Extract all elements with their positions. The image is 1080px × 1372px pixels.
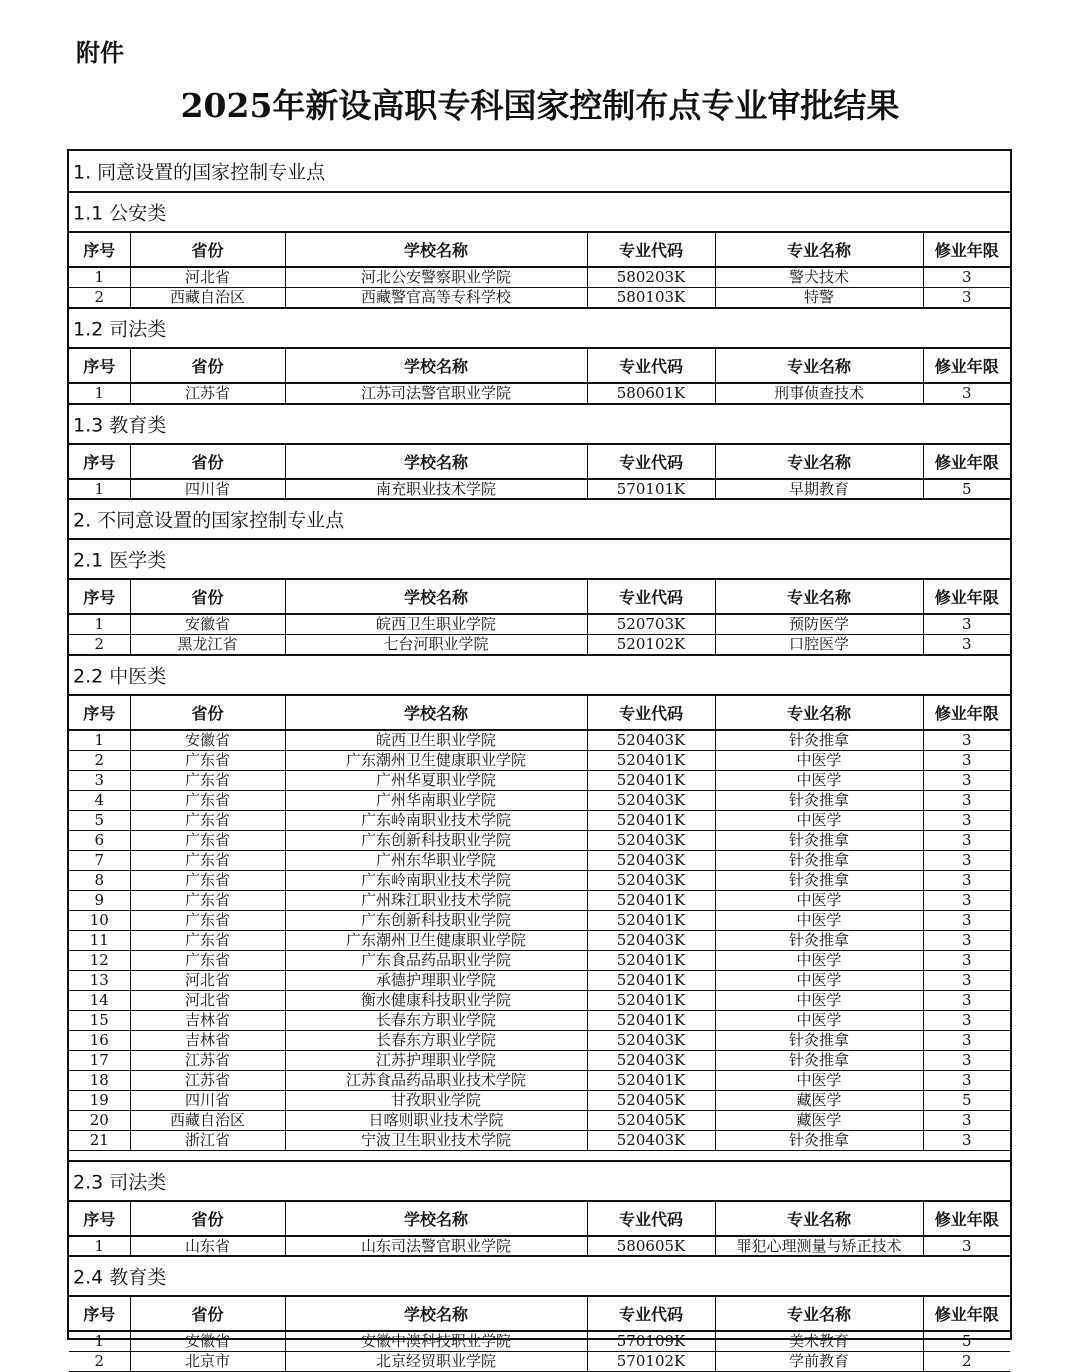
table-cell: 江苏省: [130, 1071, 285, 1091]
table-cell: 广州华夏职业学院: [285, 771, 587, 791]
table-cell: 针灸推拿: [715, 1031, 923, 1051]
table-cell: 3: [923, 1031, 1010, 1051]
section-heading: [69, 307, 1010, 347]
table-cell: 1: [69, 383, 130, 404]
column-header: 省份: [130, 444, 285, 479]
column-header: 省份: [130, 232, 285, 267]
column-header: 修业年限: [923, 1201, 1010, 1236]
table-header-row: [69, 695, 1010, 730]
table-cell: 江苏省: [130, 383, 285, 404]
table-cell: 3: [923, 635, 1010, 655]
table-cell: 3: [923, 1071, 1010, 1091]
table-cell: 吉林省: [130, 1011, 285, 1031]
column-header: 学校名称: [285, 348, 587, 383]
table-row: [69, 1031, 1010, 1051]
column-header: 专业名称: [715, 579, 923, 614]
table-cell: 中医学: [715, 891, 923, 911]
section-heading-text: 1. 同意设置的国家控制专业点: [73, 161, 326, 184]
column-header: 学校名称: [285, 232, 587, 267]
table-cell: 3: [923, 971, 1010, 991]
table-header-row: [69, 1201, 1010, 1236]
section-heading: [69, 654, 1010, 694]
table-cell: 17: [69, 1051, 130, 1071]
table-cell: 针灸推拿: [715, 730, 923, 751]
table-cell: 针灸推拿: [715, 791, 923, 811]
table-cell: 16: [69, 1031, 130, 1051]
table-row: [69, 730, 1010, 751]
table-cell: 中医学: [715, 751, 923, 771]
table-cell: 8: [69, 871, 130, 891]
table-row: [69, 931, 1010, 951]
column-header: 专业代码: [587, 579, 715, 614]
table-row: [69, 1236, 1010, 1257]
table-cell: 安徽省: [130, 614, 285, 635]
table-cell: 广东省: [130, 911, 285, 931]
column-header: 省份: [130, 348, 285, 383]
table-cell: 长春东方职业学院: [285, 1011, 587, 1031]
table-cell: 山东司法警官职业学院: [285, 1236, 587, 1257]
table-cell: 3: [923, 1131, 1010, 1151]
table-cell: 吉林省: [130, 1031, 285, 1051]
column-header: 学校名称: [285, 579, 587, 614]
column-header: 专业名称: [715, 348, 923, 383]
table-cell: 广东食品药品职业学院: [285, 951, 587, 971]
table-cell: 3: [923, 851, 1010, 871]
table-cell: 广东创新科技职业学院: [285, 831, 587, 851]
section-heading-text: 2.1 医学类: [73, 549, 167, 572]
table-row: [69, 791, 1010, 811]
table-row: [69, 614, 1010, 635]
table-cell: 21: [69, 1131, 130, 1151]
table-cell: 中医学: [715, 911, 923, 931]
section-heading: [69, 498, 1010, 538]
table-cell: 520403K: [587, 831, 715, 851]
table-cell: 针灸推拿: [715, 831, 923, 851]
table-cell: 2: [69, 635, 130, 655]
column-header: 学校名称: [285, 444, 587, 479]
table-cell: 520403K: [587, 730, 715, 751]
table-cell: 针灸推拿: [715, 1051, 923, 1071]
table-cell: 皖西卫生职业学院: [285, 730, 587, 751]
table-row: [69, 811, 1010, 831]
table-row: [69, 1071, 1010, 1091]
table-cell: 针灸推拿: [715, 851, 923, 871]
table-cell: 520403K: [587, 931, 715, 951]
table-cell: 江苏食品药品职业技术学院: [285, 1071, 587, 1091]
table-cell: 3: [923, 1111, 1010, 1131]
section-heading: [69, 403, 1010, 443]
table-cell: 广东省: [130, 831, 285, 851]
table-cell: 5: [923, 479, 1010, 500]
table-cell: 预防医学: [715, 614, 923, 635]
table-cell: 中医学: [715, 951, 923, 971]
table-row: [69, 891, 1010, 911]
table-cell: 520403K: [587, 791, 715, 811]
table-cell: 河北省: [130, 971, 285, 991]
table-cell: 四川省: [130, 1091, 285, 1111]
results-table: [69, 694, 1010, 1151]
table-cell: 1: [69, 479, 130, 500]
table-cell: 河北公安警察职业学院: [285, 267, 587, 288]
table-cell: 广东省: [130, 751, 285, 771]
table-row: [69, 1131, 1010, 1151]
table-cell: 甘孜职业学院: [285, 1091, 587, 1111]
column-header: 修业年限: [923, 579, 1010, 614]
table-cell: 广州华南职业学院: [285, 791, 587, 811]
table-cell: 520401K: [587, 911, 715, 931]
table-row: [69, 911, 1010, 931]
table-row: [69, 383, 1010, 404]
table-row: [69, 831, 1010, 851]
table-cell: 广东潮州卫生健康职业学院: [285, 931, 587, 951]
table-cell: 浙江省: [130, 1131, 285, 1151]
table-row: [69, 1051, 1010, 1071]
table-cell: 河北省: [130, 991, 285, 1011]
section-heading-text: 1.3 教育类: [73, 414, 167, 436]
table-row: [69, 991, 1010, 1011]
column-header: 省份: [130, 1296, 285, 1331]
section-heading: [69, 1160, 1010, 1200]
table-cell: 520102K: [587, 635, 715, 655]
section-heading: [69, 1255, 1010, 1295]
table-cell: 广东岭南职业技术学院: [285, 871, 587, 891]
column-header: 序号: [69, 579, 130, 614]
table-cell: 2: [69, 1352, 130, 1372]
table-cell: 3: [923, 1236, 1010, 1257]
table-cell: 520401K: [587, 1071, 715, 1091]
table-cell: 2: [69, 751, 130, 771]
column-header: 省份: [130, 1201, 285, 1236]
table-cell: 广东省: [130, 791, 285, 811]
table-header-row: [69, 579, 1010, 614]
table-cell: 3: [923, 811, 1010, 831]
table-row: [69, 288, 1010, 308]
section-heading: [69, 151, 1010, 191]
table-cell: 口腔医学: [715, 635, 923, 655]
results-table: [69, 1200, 1010, 1257]
table-row: [69, 851, 1010, 871]
column-header: 专业名称: [715, 232, 923, 267]
table-row: [69, 635, 1010, 655]
column-header: 专业代码: [587, 348, 715, 383]
table-row: [69, 1111, 1010, 1131]
results-table: [69, 578, 1010, 655]
section-heading-text: 2.3 司法类: [73, 1171, 167, 1193]
table-cell: 安徽省: [130, 1331, 285, 1352]
table-cell: 580203K: [587, 267, 715, 288]
table-cell: 广东潮州卫生健康职业学院: [285, 751, 587, 771]
table-cell: 黑龙江省: [130, 635, 285, 655]
table-cell: 3: [923, 911, 1010, 931]
section-heading: [69, 538, 1010, 578]
column-header: 专业名称: [715, 695, 923, 730]
table-cell: 9: [69, 891, 130, 911]
table-cell: 藏医学: [715, 1111, 923, 1131]
table-cell: 七台河职业学院: [285, 635, 587, 655]
table-cell: 3: [923, 730, 1010, 751]
table-cell: 西藏自治区: [130, 1111, 285, 1131]
table-header-row: [69, 1296, 1010, 1331]
table-row: [69, 1352, 1010, 1372]
table-cell: 520401K: [587, 991, 715, 1011]
results-table: [69, 443, 1010, 500]
table-cell: 长春东方职业学院: [285, 1031, 587, 1051]
table-cell: 520401K: [587, 971, 715, 991]
table-cell: 520401K: [587, 951, 715, 971]
column-header: 专业代码: [587, 1296, 715, 1331]
table-cell: 江苏省: [130, 1051, 285, 1071]
column-header: 序号: [69, 348, 130, 383]
table-cell: 中医学: [715, 771, 923, 791]
attachment-label: 附件: [76, 39, 124, 67]
table-cell: 江苏护理职业学院: [285, 1051, 587, 1071]
column-header: 修业年限: [923, 232, 1010, 267]
table-cell: 日喀则职业技术学院: [285, 1111, 587, 1131]
table-cell: 5: [923, 1091, 1010, 1111]
table-cell: 安徽省: [130, 730, 285, 751]
table-cell: 针灸推拿: [715, 931, 923, 951]
table-cell: 广东省: [130, 771, 285, 791]
table-cell: 皖西卫生职业学院: [285, 614, 587, 635]
table-cell: 580103K: [587, 288, 715, 308]
table-cell: 3: [923, 267, 1010, 288]
table-cell: 3: [923, 751, 1010, 771]
table-cell: 520401K: [587, 1011, 715, 1031]
table-cell: 3: [923, 871, 1010, 891]
column-header: 序号: [69, 1296, 130, 1331]
table-cell: 570101K: [587, 479, 715, 500]
table-cell: 520405K: [587, 1091, 715, 1111]
results-table: [69, 231, 1010, 308]
table-cell: 广州珠江职业技术学院: [285, 891, 587, 911]
column-header: 序号: [69, 444, 130, 479]
table-cell: 4: [69, 791, 130, 811]
table-cell: 520405K: [587, 1111, 715, 1131]
table-cell: 3: [923, 791, 1010, 811]
table-cell: 580605K: [587, 1236, 715, 1257]
column-header: 修业年限: [923, 348, 1010, 383]
table-cell: 520401K: [587, 751, 715, 771]
table-cell: 3: [923, 951, 1010, 971]
section-heading-text: 1.1 公安类: [73, 202, 167, 225]
table-cell: 5: [923, 1331, 1010, 1352]
table-row: [69, 971, 1010, 991]
table-header-row: [69, 348, 1010, 383]
table-cell: 3: [923, 931, 1010, 951]
table-row: [69, 1011, 1010, 1031]
table-cell: 2: [69, 288, 130, 308]
column-header: 序号: [69, 1201, 130, 1236]
column-header: 专业代码: [587, 1201, 715, 1236]
table-cell: 520403K: [587, 871, 715, 891]
column-header: 专业代码: [587, 232, 715, 267]
table-cell: 中医学: [715, 1071, 923, 1091]
table-cell: 520403K: [587, 851, 715, 871]
table-cell: 中医学: [715, 1011, 923, 1031]
table-row: [69, 267, 1010, 288]
table-cell: 520403K: [587, 1051, 715, 1071]
table-row: [69, 771, 1010, 791]
table-cell: 江苏司法警官职业学院: [285, 383, 587, 404]
table-cell: 广东创新科技职业学院: [285, 911, 587, 931]
table-cell: 1: [69, 1331, 130, 1352]
table-cell: 警犬技术: [715, 267, 923, 288]
table-cell: 15: [69, 1011, 130, 1031]
table-cell: 19: [69, 1091, 130, 1111]
table-cell: 美术教育: [715, 1331, 923, 1352]
column-header: 专业代码: [587, 695, 715, 730]
table-cell: 580601K: [587, 383, 715, 404]
section-heading-text: 2.4 教育类: [73, 1266, 167, 1289]
table-cell: 早期教育: [715, 479, 923, 500]
table-cell: 5: [69, 811, 130, 831]
table-cell: 3: [69, 771, 130, 791]
table-cell: 广东省: [130, 951, 285, 971]
document-title: 2025年新设高职专科国家控制布点专业审批结果: [180, 86, 900, 125]
table-row: [69, 479, 1010, 500]
table-cell: 罪犯心理测量与矫正技术: [715, 1236, 923, 1257]
table-cell: 20: [69, 1111, 130, 1131]
table-cell: 520401K: [587, 811, 715, 831]
table-cell: 西藏警官高等专科学校: [285, 288, 587, 308]
table-cell: 520401K: [587, 891, 715, 911]
column-header: 省份: [130, 695, 285, 730]
table-cell: 3: [923, 1011, 1010, 1031]
table-cell: 3: [923, 891, 1010, 911]
table-cell: 520401K: [587, 771, 715, 791]
column-header: 省份: [130, 579, 285, 614]
column-header: 专业代码: [587, 444, 715, 479]
table-cell: 刑事侦查技术: [715, 383, 923, 404]
column-header: 学校名称: [285, 1201, 587, 1236]
table-cell: 520403K: [587, 1031, 715, 1051]
table-cell: 广东省: [130, 851, 285, 871]
table-cell: 特警: [715, 288, 923, 308]
table-cell: 中医学: [715, 971, 923, 991]
column-header: 学校名称: [285, 1296, 587, 1331]
table-cell: 13: [69, 971, 130, 991]
table-cell: 12: [69, 951, 130, 971]
table-cell: 3: [923, 383, 1010, 404]
table-cell: 广州东华职业学院: [285, 851, 587, 871]
table-cell: 广东省: [130, 871, 285, 891]
table-row: [69, 871, 1010, 891]
table-cell: 570102K: [587, 1352, 715, 1372]
table-cell: 衡水健康科技职业学院: [285, 991, 587, 1011]
table-cell: 四川省: [130, 479, 285, 500]
table-cell: 广东省: [130, 811, 285, 831]
column-header: 序号: [69, 232, 130, 267]
table-cell: 3: [923, 1051, 1010, 1071]
table-row: [69, 951, 1010, 971]
table-cell: 广东岭南职业技术学院: [285, 811, 587, 831]
table-cell: 6: [69, 831, 130, 851]
section-heading-text: 2.2 中医类: [73, 665, 167, 688]
table-cell: 14: [69, 991, 130, 1011]
table-cell: 2: [923, 1352, 1010, 1372]
table-cell: 570109K: [587, 1331, 715, 1352]
table-cell: 3: [923, 288, 1010, 308]
table-cell: 学前教育: [715, 1352, 923, 1372]
table-cell: 安徽中澳科技职业学院: [285, 1331, 587, 1352]
table-cell: 中医学: [715, 811, 923, 831]
table-cell: 中医学: [715, 991, 923, 1011]
table-cell: 3: [923, 771, 1010, 791]
table-cell: 3: [923, 614, 1010, 635]
table-cell: 18: [69, 1071, 130, 1091]
table-cell: 1: [69, 267, 130, 288]
table-cell: 520403K: [587, 1131, 715, 1151]
table-cell: 山东省: [130, 1236, 285, 1257]
approval-results-document: [67, 149, 1012, 1370]
section-heading-text: 1.2 司法类: [73, 318, 167, 341]
table-cell: 1: [69, 1236, 130, 1257]
column-header: 专业名称: [715, 1296, 923, 1331]
table-header-row: [69, 444, 1010, 479]
column-header: 专业名称: [715, 1201, 923, 1236]
table-cell: 1: [69, 614, 130, 635]
table-cell: 北京经贸职业学院: [285, 1352, 587, 1372]
table-cell: 10: [69, 911, 130, 931]
table-row: [69, 1331, 1010, 1352]
table-cell: 西藏自治区: [130, 288, 285, 308]
table-cell: 承德护理职业学院: [285, 971, 587, 991]
column-header: 修业年限: [923, 1296, 1010, 1331]
column-header: 学校名称: [285, 695, 587, 730]
column-header: 专业名称: [715, 444, 923, 479]
table-cell: 针灸推拿: [715, 1131, 923, 1151]
table-header-row: [69, 232, 1010, 267]
column-header: 修业年限: [923, 444, 1010, 479]
column-header: 序号: [69, 695, 130, 730]
table-row: [69, 751, 1010, 771]
table-cell: 520703K: [587, 614, 715, 635]
table-cell: 藏医学: [715, 1091, 923, 1111]
table-cell: 河北省: [130, 267, 285, 288]
table-cell: 7: [69, 851, 130, 871]
table-row: [69, 1091, 1010, 1111]
section-heading: [69, 191, 1010, 231]
table-cell: 宁波卫生职业技术学院: [285, 1131, 587, 1151]
table-cell: 广东省: [130, 931, 285, 951]
table-cell: 北京市: [130, 1352, 285, 1372]
column-header: 修业年限: [923, 695, 1010, 730]
results-table: [69, 347, 1010, 404]
table-cell: 1: [69, 730, 130, 751]
table-cell: 针灸推拿: [715, 871, 923, 891]
table-cell: 3: [923, 831, 1010, 851]
table-cell: 广东省: [130, 891, 285, 911]
table-cell: 11: [69, 931, 130, 951]
section-heading-text: 2. 不同意设置的国家控制专业点: [73, 509, 345, 532]
table-cell: 南充职业技术学院: [285, 479, 587, 500]
table-cell: 3: [923, 991, 1010, 1011]
results-table: [69, 1295, 1010, 1372]
